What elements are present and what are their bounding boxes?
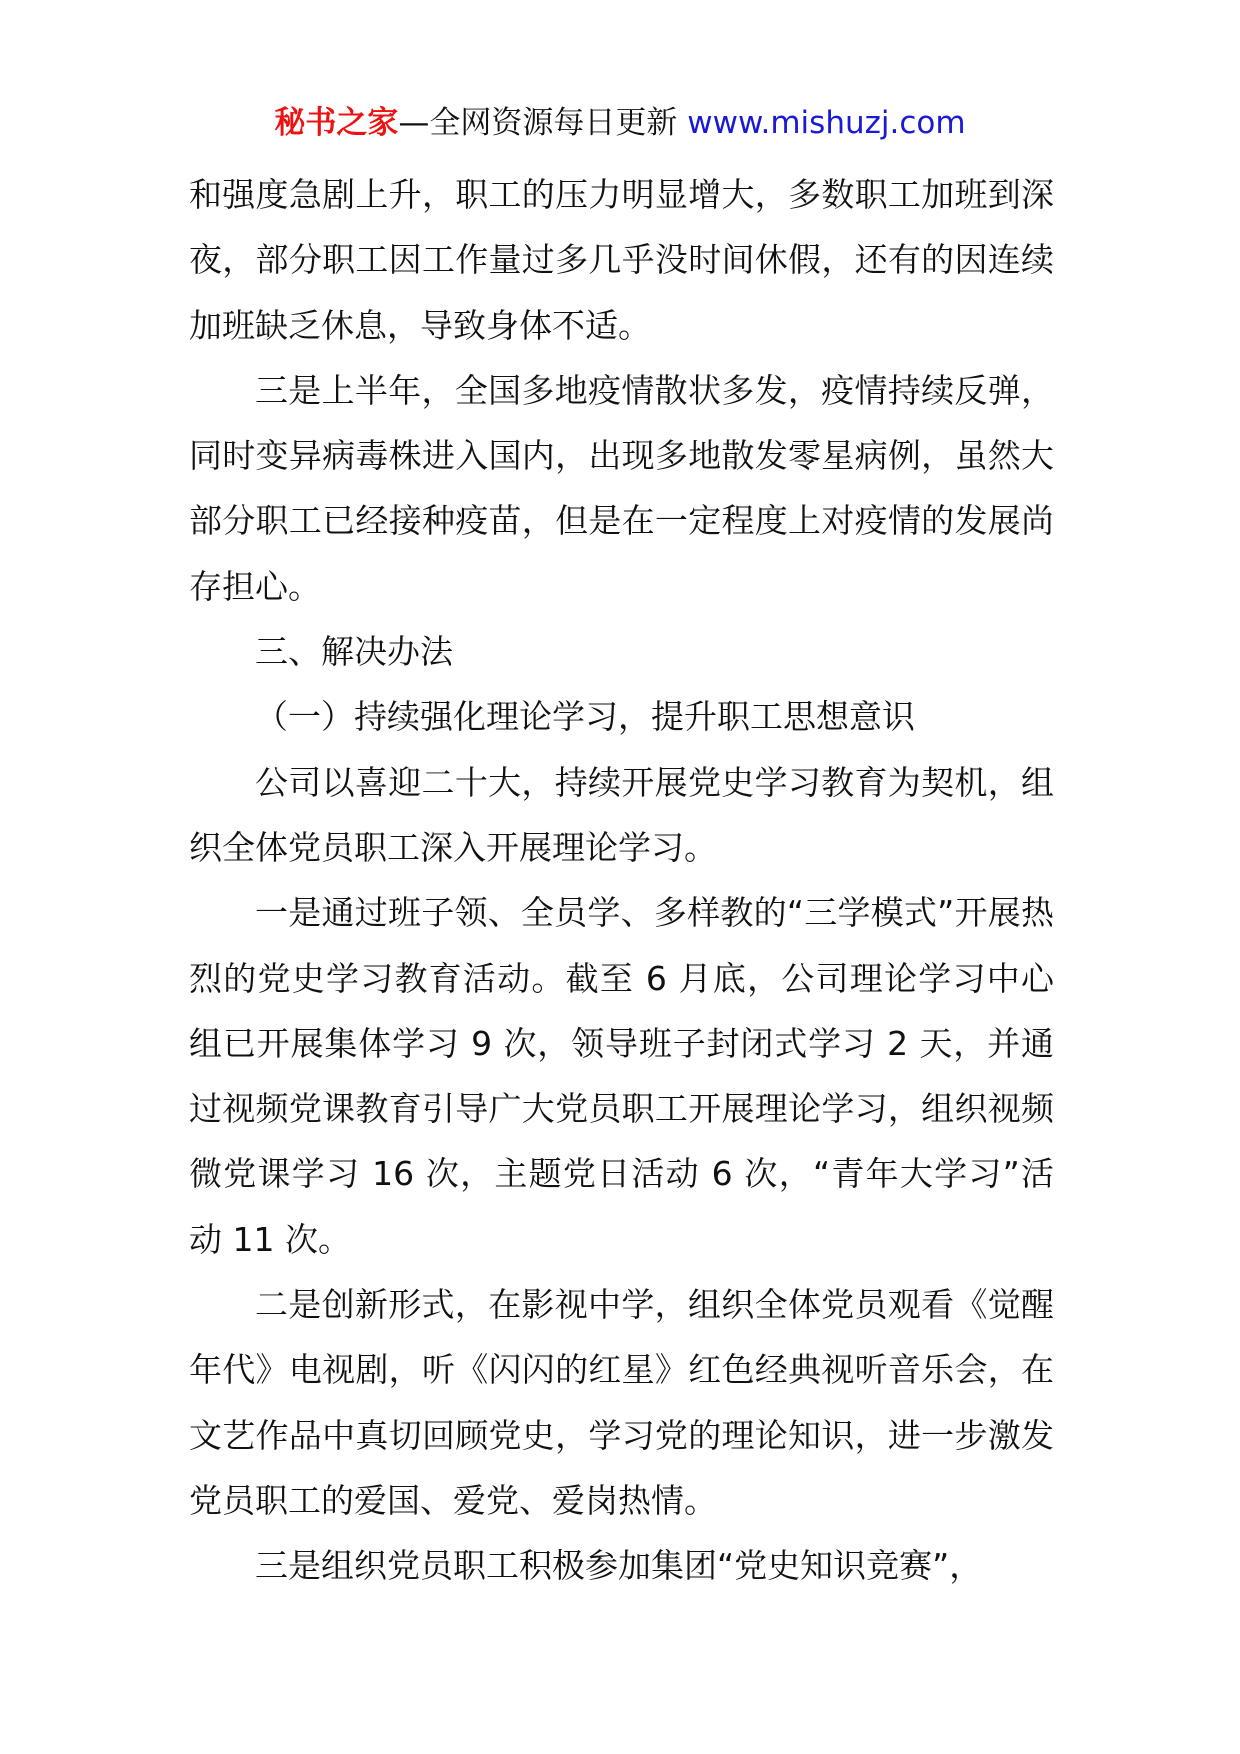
paragraph-point-one: 一是通过班子领、全员学、多样教的“三学模式”开展热烈的党史学习教育活动。截至 6 月底，公司理论学习中心组已开展集体学习 9 次，领导班子封闭式学习 2 天，并通过视频党课教育引导广大党员职工开展理论学习，组织视频微党课学习 16 次，主题党日活动 6 次，“青年大学习”活动 11 次。 (189, 893, 1054, 1259)
website-link[interactable]: www.mishuzj.com (687, 105, 966, 141)
paragraph-point-two: 二是创新形式，在影视中学，组织全体党员观看《觉醒年代》电视剧，听《闪闪的红星》红色经典视听音乐会，在文艺作品中真切回顾党史，学习党的理论知识，进一步激发党员职工的爱国、爱党、爱岗热情。 (189, 1285, 1054, 1520)
header-tagline: —全网资源每日更新 (398, 105, 688, 141)
section-heading: 三、解决办法 (255, 632, 453, 672)
paragraph-continuation: 和强度急剧上升，职工的压力明显增大，多数职工加班到深夜，部分职工因工作量过多几乎没时间休假，还有的因连续加班缺乏休息，导致身体不适。 (189, 175, 1054, 345)
document-body (189, 162, 1054, 1599)
paragraph-point-three: 三是上半年，全国多地疫情散状多发，疫情持续反弹，同时变异病毒株进入国内，出现多地散发零星病例，虽然大部分职工已经接种疫苗，但是在一定程度上对疫情的发展尚存担心。 (189, 370, 1054, 606)
subsection-heading: （一）持续强化理论学习，提升职工思想意识 (255, 697, 915, 737)
paragraph-point-three-b: 三是组织党员职工积极参加集团“党史知识竞赛”， (255, 1546, 983, 1586)
paragraph-intro: 公司以喜迎二十大，持续开展党史学习教育为契机，组织全体党员职工深入开展理论学习。 (189, 762, 1054, 867)
brand-name: 秘书之家 (274, 105, 399, 141)
page-header (0, 100, 1240, 146)
